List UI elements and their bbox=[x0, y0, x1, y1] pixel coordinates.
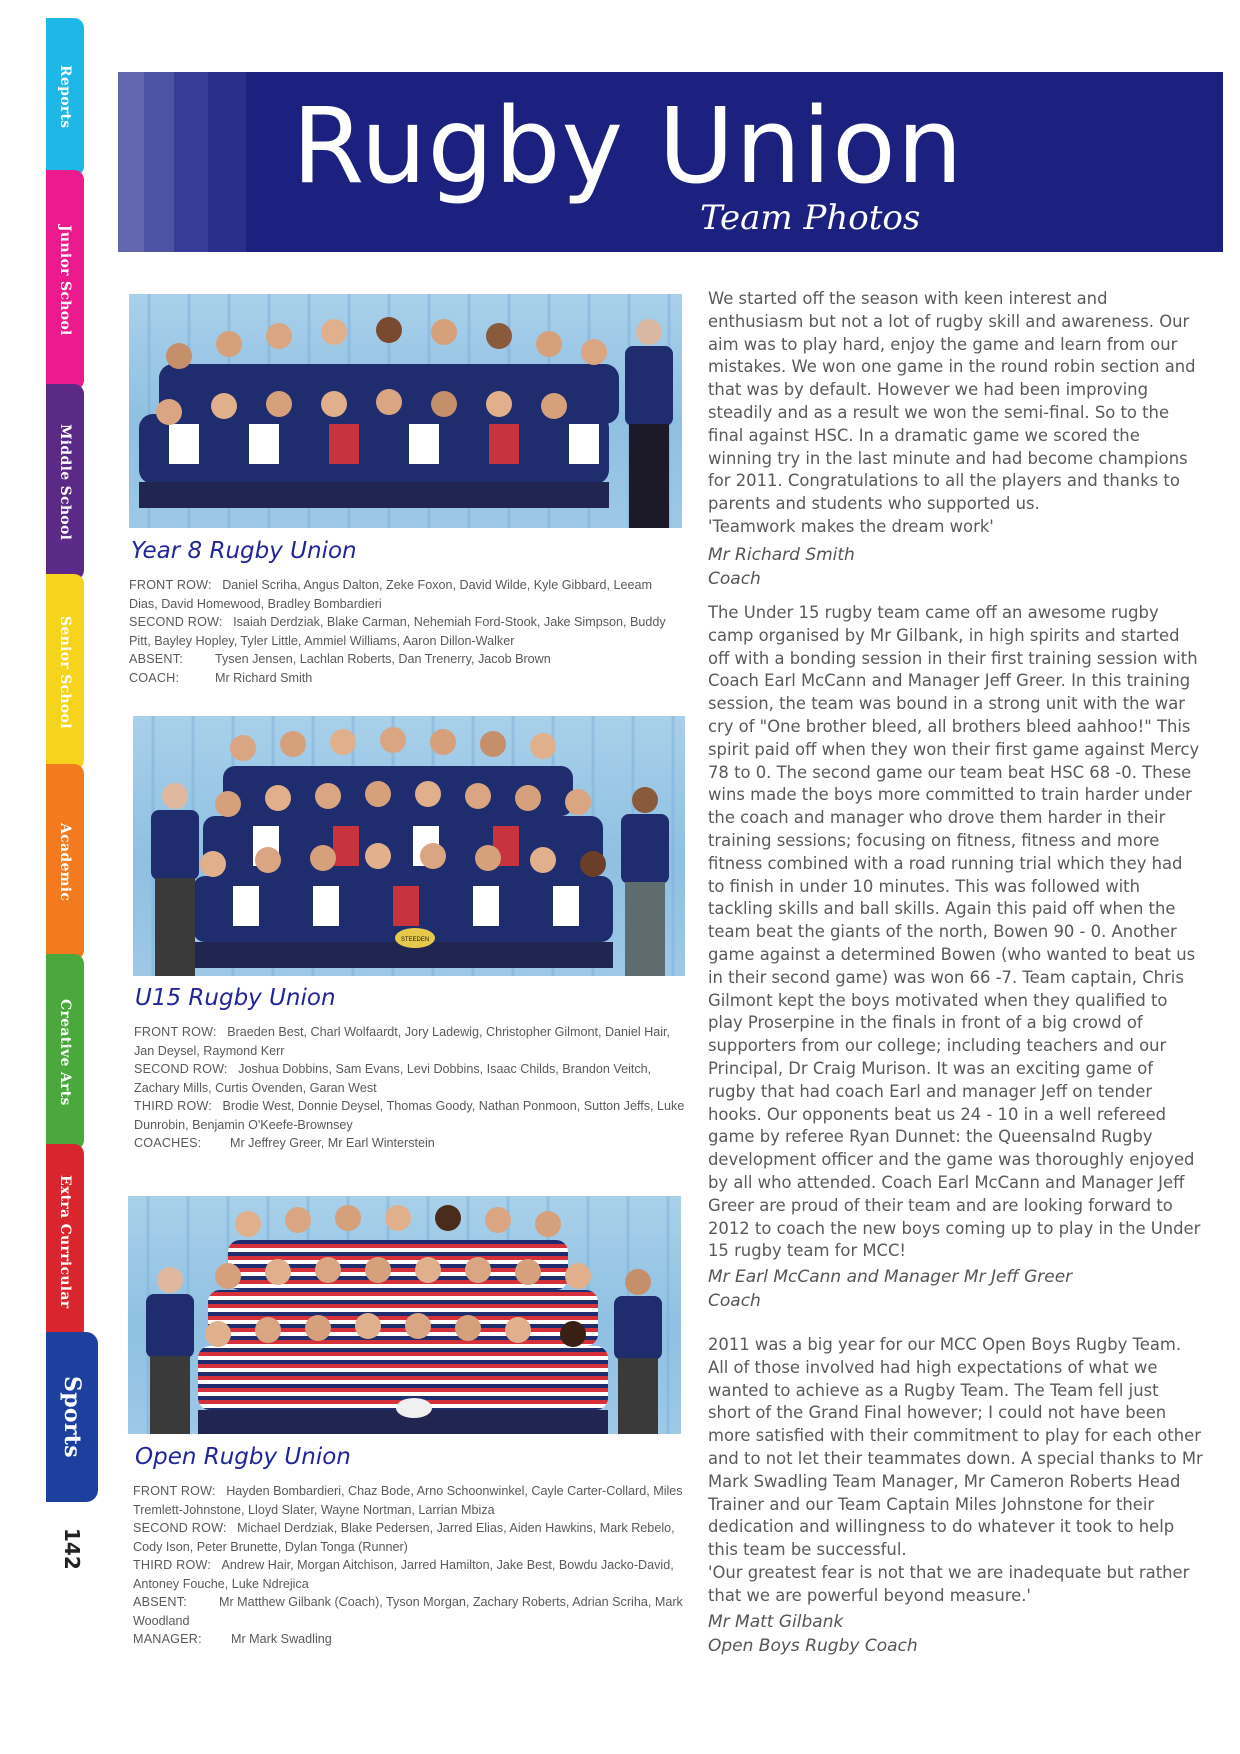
team-photo-u15-image bbox=[133, 716, 685, 976]
tab-sports[interactable] bbox=[46, 1332, 98, 1502]
roster-label: FRONT ROW: bbox=[129, 578, 212, 592]
banner-stripe bbox=[118, 72, 144, 252]
roster-open bbox=[133, 1482, 689, 1649]
article-body: The Under 15 rugby team came off an awesome rugby camp organised by Mr Gilbank, in high spirits and started off with a bonding session in their first training session with Coach Earl McCann and Manager Jeff Greer. In this training session, the team was bound in a strong unit with the war cry of "One brother bleed, all brothers bleed aahhoo!" This spirit paid off when they won their first game against Mercy 78 to 0. The second game our team beat HSC 68 -0. These wins made the boys more committed to train harder under the coach and manager who drove them harder in their training sessions; focusing on fitness, fitness and more fitness combined with a road running trial which they had to finish in under 10 minutes. This was followed with tackling skills and ball skills. Again this paid off when the team beat the giants of the north, Bowen 90 - 0. Another game against a determined Bowen (who wanted to beat us in their second game) was won 66 -7. Team captain, Chris Gilmont kept the boys motivated when they qualified to play Proserpine in the finals in front of a big crowd of supporters from our college; including teachers and our Principal, Dr Craig Murison. It was an exciting game of rugby that had coach Earl and manager Jeff on tender hooks. Our opponents beat us 24 - 10 in a well refereed game by referee Ryan Dunnet: the Queensalnd Rugby development officer and the game was thoroughly enjoyed by all who attended. Coach Earl McCann and Manager Jeff Greer are proud of their team and are looking forward to 2012 to coach the new boys coming up to play in the Under 15 rugby team for MCC! bbox=[708, 603, 1201, 1261]
roster-row bbox=[129, 613, 684, 650]
title-banner bbox=[118, 72, 1223, 252]
roster-u15 bbox=[134, 1023, 690, 1153]
tab-label: Junior School bbox=[57, 224, 73, 336]
roster-row bbox=[129, 650, 684, 669]
coach-figure-right bbox=[621, 787, 669, 976]
team-photo-open-image bbox=[128, 1196, 681, 1434]
page-number: 142 bbox=[60, 1528, 84, 1570]
roster-row bbox=[133, 1482, 689, 1519]
ball-label: STEEDEN bbox=[400, 937, 430, 943]
article-quote: 'Our greatest fear is not that we are inadequate but rather that we are powerful beyond measure.' bbox=[708, 1562, 1190, 1605]
roster-label: FRONT ROW: bbox=[134, 1025, 217, 1039]
tab-label: Reports bbox=[57, 65, 73, 129]
roster-names: Mr Jeffrey Greer, Mr Earl Winterstein bbox=[230, 1136, 435, 1150]
banner-stripe bbox=[208, 72, 246, 252]
banner-stripe bbox=[174, 72, 208, 252]
roster-names: Joshua Dobbins, Sam Evans, Levi Dobbins, Isaac Childs, Brandon Veitch, Zachary Mills, Curtis Ovenden, Garan West bbox=[134, 1062, 652, 1095]
coach-figure bbox=[625, 319, 673, 528]
section-tabs bbox=[46, 18, 94, 1518]
tab-creative-arts[interactable] bbox=[46, 954, 84, 1150]
roster-label: THIRD ROW: bbox=[133, 1558, 212, 1572]
roster-names: Hayden Bombardieri, Chaz Bode, Arno Schoonwinkel, Cayle Carter-Collard, Miles Tremlett-Johnstone, Lloyd Slater, Wayne Nortman, Larrian Mbiza bbox=[133, 1484, 683, 1517]
tab-label: Senior School bbox=[57, 615, 73, 729]
tab-reports[interactable] bbox=[46, 18, 84, 176]
team-photo-year8-image bbox=[129, 294, 682, 528]
team-photo-open bbox=[128, 1196, 681, 1434]
tab-label: Sports bbox=[59, 1376, 85, 1458]
team-title-u15: U15 Rugby Union bbox=[135, 985, 336, 1011]
roster-row bbox=[134, 1097, 690, 1134]
roster-names: Brodie West, Donnie Deysel, Thomas Goody, Nathan Ponmoon, Sutton Jeffs, Luke Dunrobin, Benjamin O'Keefe-Brownsey bbox=[134, 1099, 685, 1132]
tab-label: Academic bbox=[57, 822, 73, 902]
roster-names: Mr Matthew Gilbank (Coach), Tyson Morgan, Zachary Roberts, Adrian Scriha, Mark Woodland bbox=[133, 1595, 683, 1628]
roster-label: ABSENT: bbox=[133, 1595, 187, 1609]
roster-label: THIRD ROW: bbox=[134, 1099, 213, 1113]
roster-names: Daniel Scriha, Angus Dalton, Zeke Foxon, David Wilde, Kyle Gibbard, Leeam Dias, David Homewood, Bradley Bombardieri bbox=[129, 578, 653, 611]
roster-label: FRONT ROW: bbox=[133, 1484, 216, 1498]
team-photo-year8 bbox=[129, 294, 682, 528]
roster-row bbox=[134, 1023, 690, 1060]
tab-middle-school[interactable] bbox=[46, 384, 84, 580]
roster-row bbox=[134, 1060, 690, 1097]
article-body: 2011 was a big year for our MCC Open Boys Rugby Team. All of those involved had high expectations of what we wanted to achieve as a Rugby Team. The Team fell just short of the Grand Final however; I could not have been more satisfied with their commitment to play for each other and to not let their teammates down. A special thanks to Mr Mark Swadling Team Manager, Mr Cameron Roberts Head Trainer and our Team Captain Miles Johnstone for their dedication and willingness to do whatever it took to help this team be successful. bbox=[708, 1335, 1203, 1560]
roster-names: Michael Derdziak, Blake Pedersen, Jarred Elias, Aiden Hawkins, Mark Rebelo, Cody Ison, Peter Brunette, Dylan Tonga (Runner) bbox=[133, 1521, 675, 1554]
article-signature-role: Coach bbox=[708, 568, 761, 589]
tab-extra-curricular[interactable] bbox=[46, 1144, 84, 1340]
tab-academic[interactable] bbox=[46, 764, 84, 960]
article-year8 bbox=[708, 288, 1204, 591]
roster-row bbox=[129, 669, 684, 688]
roster-row bbox=[134, 1134, 690, 1153]
article-signature-name: Mr Matt Gilbank bbox=[708, 1611, 844, 1632]
coach-figure-left bbox=[151, 783, 199, 976]
article-quote: 'Teamwork makes the dream work' bbox=[708, 516, 994, 536]
roster-names: Mr Mark Swadling bbox=[231, 1632, 332, 1646]
roster-label: COACH: bbox=[129, 670, 180, 685]
article-open bbox=[708, 1334, 1204, 1658]
page-title: Rugby Union bbox=[292, 85, 964, 207]
page-subtitle: Team Photos bbox=[700, 198, 921, 238]
roster-label: SECOND ROW: bbox=[133, 1521, 227, 1535]
roster-names: Tysen Jensen, Lachlan Roberts, Dan Trenerry, Jacob Brown bbox=[215, 652, 551, 666]
roster-label: COACHES: bbox=[134, 1136, 202, 1150]
roster-row bbox=[129, 576, 684, 613]
roster-label: ABSENT: bbox=[129, 652, 183, 666]
roster-label: SECOND ROW: bbox=[134, 1062, 228, 1076]
roster-label: MANAGER: bbox=[133, 1632, 202, 1646]
team-photo-u15 bbox=[133, 716, 685, 976]
roster-year8 bbox=[129, 576, 684, 687]
article-signature-name: Mr Earl McCann and Manager Mr Jeff Greer bbox=[708, 1267, 1073, 1288]
team-title-open: Open Rugby Union bbox=[135, 1444, 351, 1470]
tab-label: Middle School bbox=[57, 423, 73, 541]
article-signature-role: Open Boys Rugby Coach bbox=[708, 1635, 918, 1656]
team-title-year8: Year 8 Rugby Union bbox=[131, 538, 357, 564]
article-u15 bbox=[708, 602, 1204, 1313]
roster-names: Braeden Best, Charl Wolfaardt, Jory Ladewig, Christopher Gilmont, Daniel Hair, Jan Deysel, Raymond Kerr bbox=[134, 1025, 671, 1058]
roster-names: Mr Richard Smith bbox=[215, 670, 313, 685]
article-signature-name: Mr Richard Smith bbox=[708, 544, 855, 565]
article-signature-role: Coach bbox=[708, 1291, 761, 1312]
roster-row bbox=[133, 1593, 689, 1630]
tab-junior-school[interactable] bbox=[46, 170, 84, 390]
roster-label: SECOND ROW: bbox=[129, 615, 223, 629]
roster-names: Isaiah Derdziak, Blake Carman, Nehemiah Ford-Stook, Jake Simpson, Buddy Pitt, Bayley Hopley, Tyler Little, Ammiel Williams, Aaron Dillon-Walker bbox=[129, 615, 666, 648]
tab-senior-school[interactable] bbox=[46, 574, 84, 770]
roster-row bbox=[133, 1519, 689, 1556]
roster-names: Andrew Hair, Morgan Aitchison, Jarred Hamilton, Jake Best, Bowdu Jacko-David, Antoney Fouche, Luke Ndrejica bbox=[133, 1558, 674, 1591]
article-body: We started off the season with keen interest and enthusiasm but not a lot of rugby skill and awareness. Our aim was to play hard, enjoy the game and learn from our mistakes. We won one game in the round robin section and that was by default. However we had been improving steadily and as a result we won the semi-final. So to the final against HSC. In a dramatic game we scored the winning try in the last minute and had become champions for 2011. Congratulations to all the players and thanks to parents and students who supported us. bbox=[708, 289, 1196, 514]
banner-stripe bbox=[144, 72, 174, 252]
coach-figure-right bbox=[614, 1269, 662, 1434]
tab-label: Creative Arts bbox=[57, 998, 73, 1106]
tab-label: Extra Curricular bbox=[57, 1175, 73, 1309]
roster-row bbox=[133, 1630, 689, 1649]
roster-row bbox=[133, 1556, 689, 1593]
